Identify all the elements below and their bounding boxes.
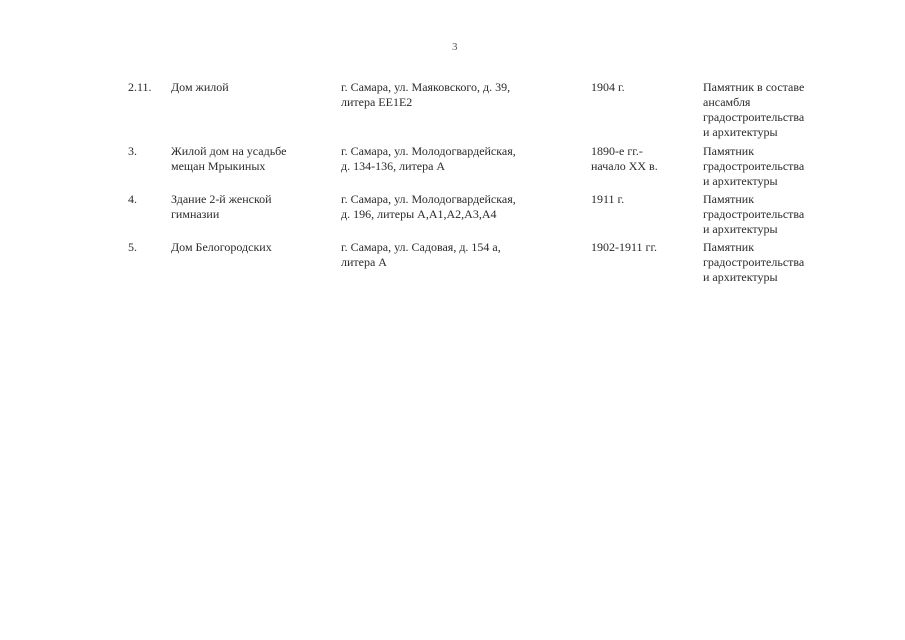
category-line: градостроительства — [703, 255, 805, 269]
object-date — [591, 240, 691, 255]
category-line: Памятник — [703, 192, 755, 206]
address-line: г. Самара, ул. Молодогвардейская, — [341, 144, 516, 158]
category-line: Памятник — [703, 240, 755, 254]
object-name — [171, 144, 321, 174]
object-name-line: мещан Мрыкиных — [171, 159, 266, 173]
address-line: д. 134-136, литера А — [341, 159, 446, 173]
category-line: и архитектуры — [703, 270, 778, 284]
date-line: 1904 г. — [591, 80, 625, 94]
address-line: г. Самара, ул. Молодогвардейская, — [341, 192, 516, 206]
address-line: д. 196, литеры А,А1,А2,А3,А4 — [341, 207, 497, 221]
object-category — [703, 192, 843, 237]
category-line: Памятник в составе — [703, 80, 805, 94]
object-name-line: гимназии — [171, 207, 220, 221]
object-address — [341, 80, 571, 110]
object-category — [703, 240, 843, 285]
object-name-line: Дом Белогородских — [171, 240, 272, 254]
object-category — [703, 144, 843, 189]
date-line: 1890-е гг.- — [591, 144, 643, 158]
date-line: 1911 г. — [591, 192, 625, 206]
address-line: г. Самара, ул. Маяковского, д. 39, — [341, 80, 511, 94]
object-name — [171, 80, 321, 95]
object-name-line: Жилой дом на усадьбе — [171, 144, 287, 158]
object-address — [341, 144, 571, 174]
object-date — [591, 144, 691, 174]
category-line: градостроительства — [703, 207, 805, 221]
address-line: литера А — [341, 255, 387, 269]
address-line: г. Самара, ул. Садовая, д. 154 а, — [341, 240, 501, 254]
category-line: ансамбля — [703, 95, 751, 109]
category-line: градостроительства — [703, 110, 805, 124]
object-category — [703, 80, 843, 140]
date-line: 1902-1911 гг. — [591, 240, 658, 254]
date-line: начало XX в. — [591, 159, 658, 173]
row-number: 4. — [128, 192, 137, 206]
object-address — [341, 192, 571, 222]
category-line: и архитектуры — [703, 125, 778, 139]
row-number: 3. — [128, 144, 137, 158]
object-name-line: Дом жилой — [171, 80, 229, 94]
row-number: 2.11. — [128, 80, 152, 94]
row-number: 5. — [128, 240, 137, 254]
category-line: градостроительства — [703, 159, 805, 173]
object-name — [171, 192, 321, 222]
object-date — [591, 80, 691, 95]
object-name — [171, 240, 321, 255]
object-address — [341, 240, 571, 270]
page-number: 3 — [452, 41, 458, 53]
category-line: Памятник — [703, 144, 755, 158]
object-name-line: Здание 2-й женской — [171, 192, 272, 206]
category-line: и архитектуры — [703, 174, 778, 188]
address-line: литера ЕЕ1Е2 — [341, 95, 413, 109]
object-date — [591, 192, 691, 207]
category-line: и архитектуры — [703, 222, 778, 236]
